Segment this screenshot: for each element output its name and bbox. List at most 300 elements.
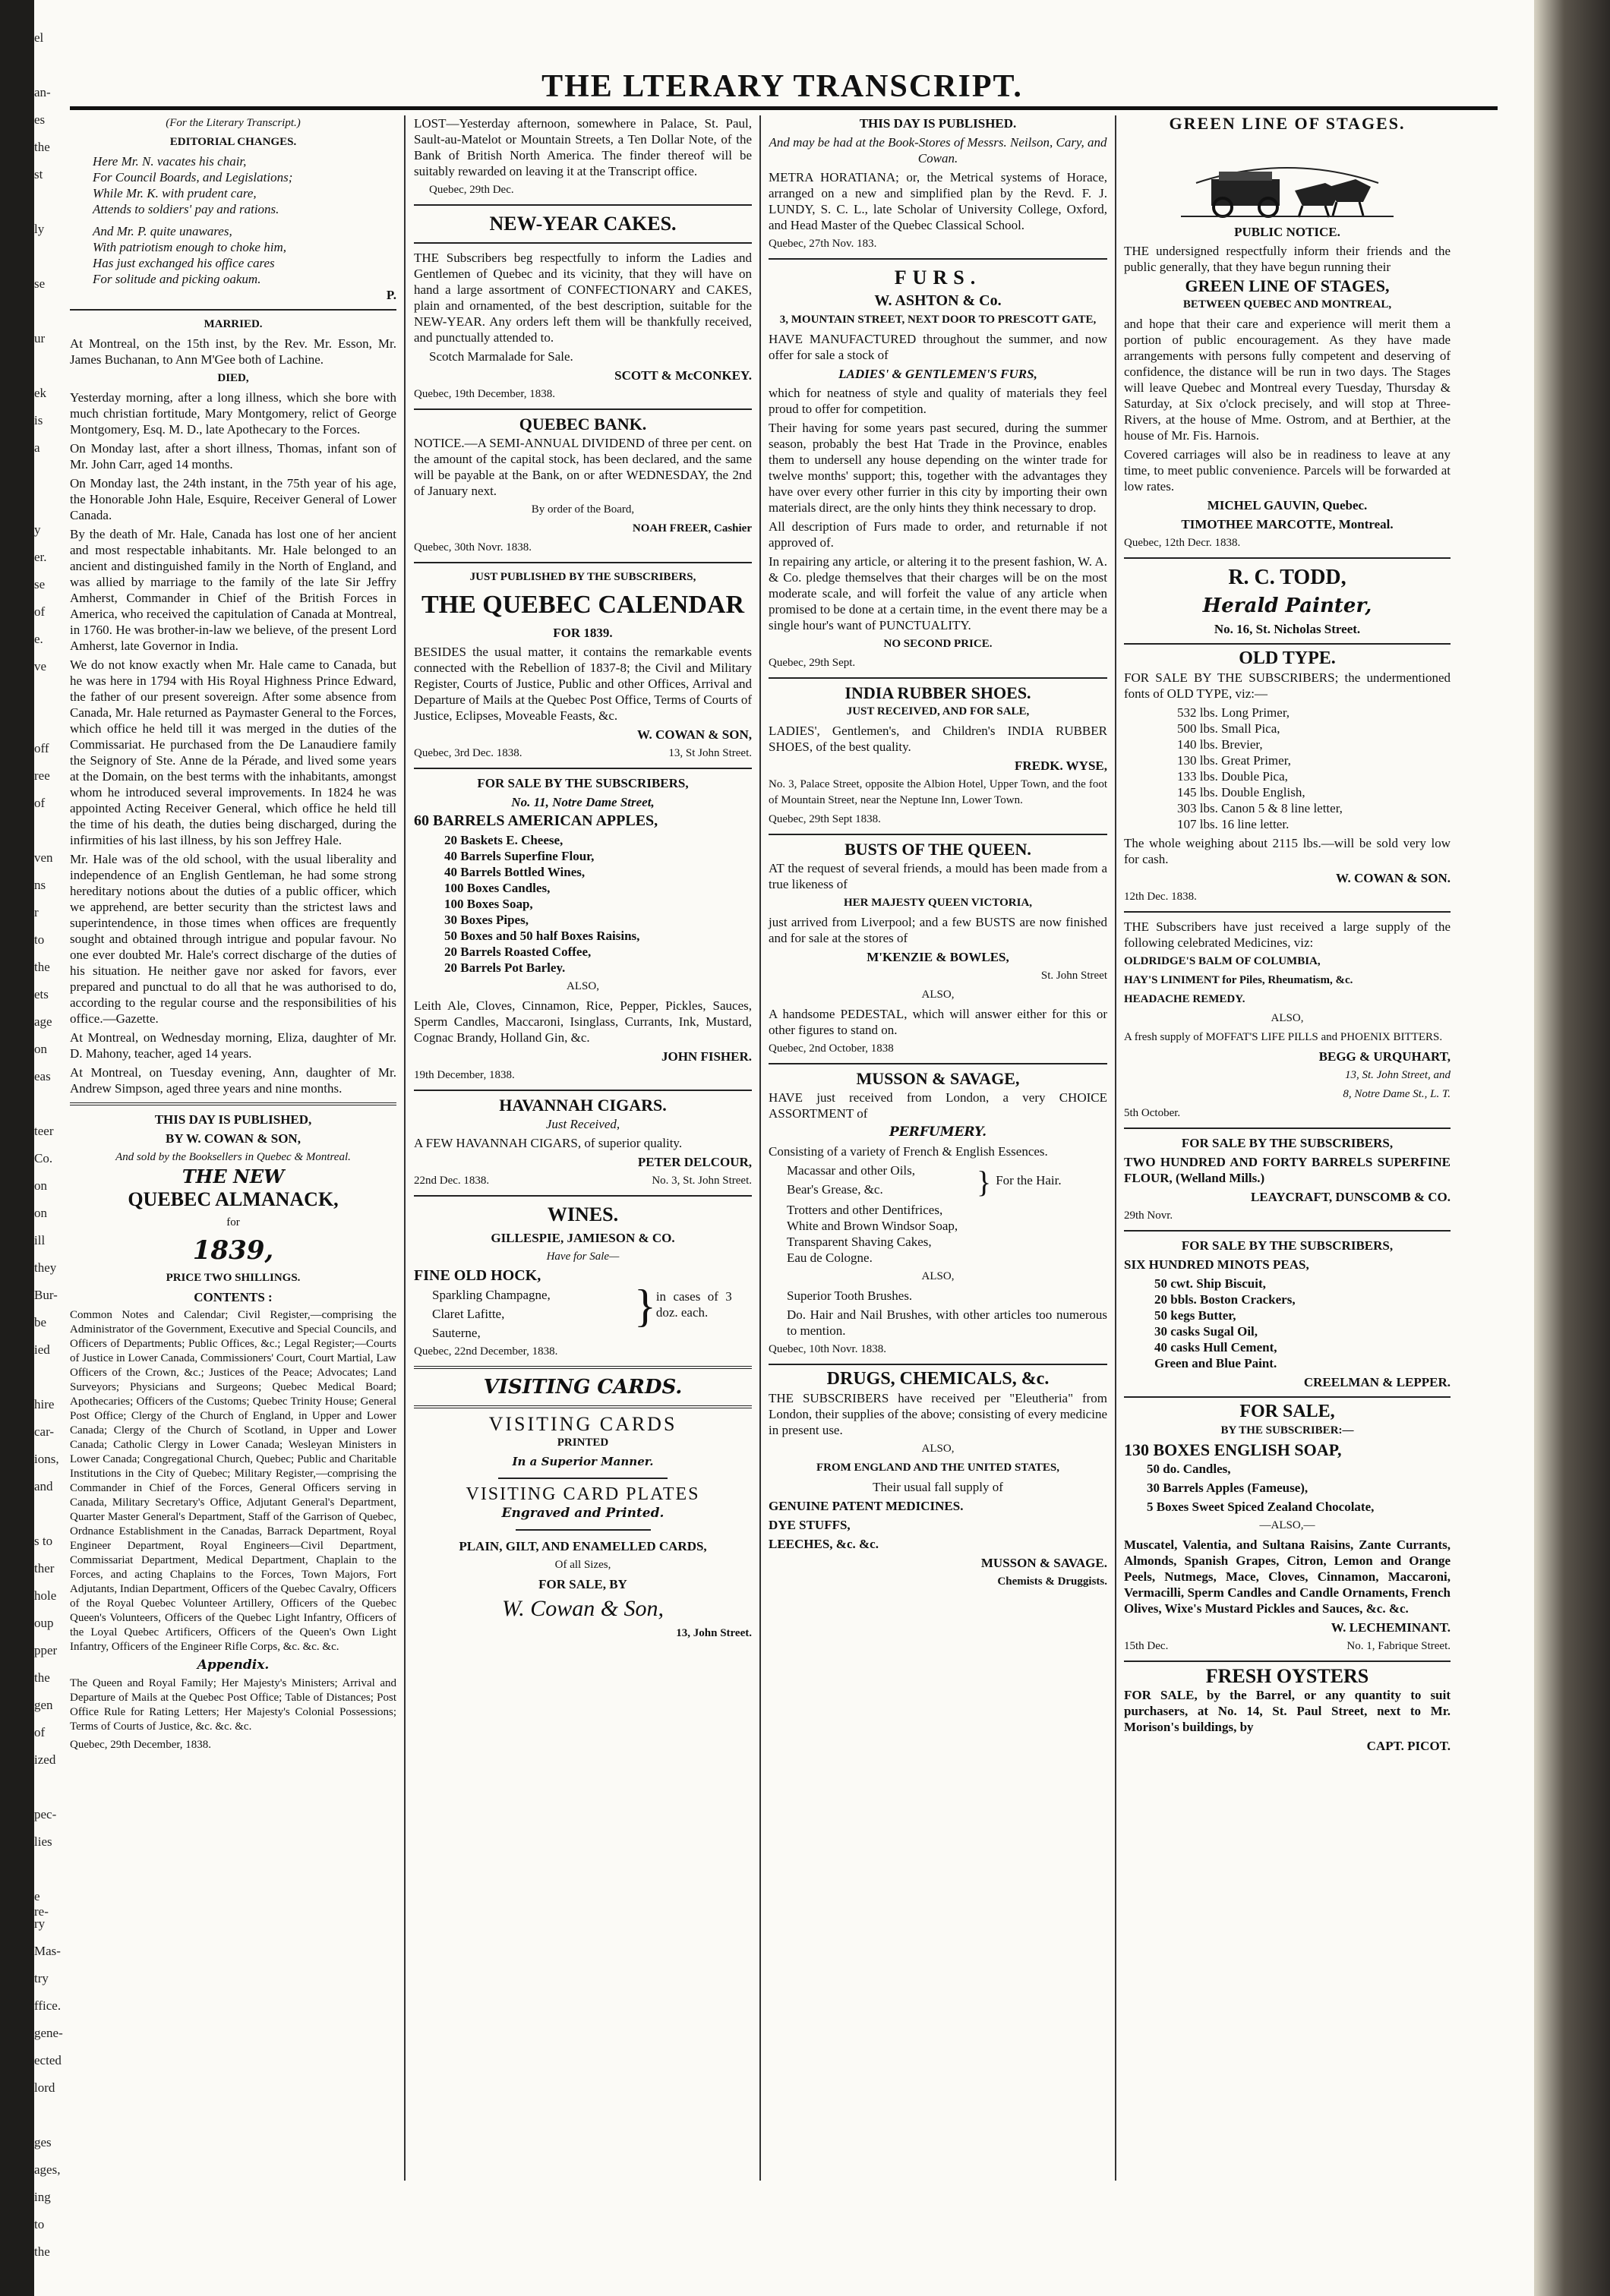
perfumery-note: For the Hair. xyxy=(996,1172,1062,1187)
shoes-sub: JUST RECEIVED, AND FOR SALE, xyxy=(846,705,1030,718)
previous-page-fragment: to xyxy=(34,2217,45,2231)
obituary: We do not know exactly when Mr. Hale came to Canada, but he was here in 1794 with His Royal Highness Prince Edward, the father of our present sovereign. After some absence from Canada, Mr. Hale returned as Paymaster General to the Forces, which office he held till it was merged in the duties of the Commissariat. He purchased from the De Lanaudiere family the Seignory of Ste. Anne de la Pérade, and lived some years at the Domain, on the best terms with the inhabitants, amongst whom he introduced several improvements. In 1824 he was appointed Acting Receiver General, which office he held till the time of his death, the duties being discharged, during the infirmities of his last illness, by his son Jeffrey Hale. xyxy=(70,658,396,847)
almanack-sellers: And sold by the Booksellers in Quebec & Montreal. xyxy=(115,1151,351,1163)
verse-line: While Mr. K. with prudent care, xyxy=(93,186,257,200)
busts-name: HER MAJESTY QUEEN VICTORIA, xyxy=(843,897,1033,909)
begg-signature: BEGG & URQUHART, xyxy=(1318,1049,1451,1064)
calendar-published: JUST PUBLISHED BY THE SUBSCRIBERS, xyxy=(469,571,696,583)
verse-line: Here Mr. N. vacates his chair, xyxy=(93,154,247,169)
wine-item: Claret Lafitte, xyxy=(432,1307,505,1321)
divider xyxy=(769,677,1107,679)
sale-item: 50 Boxes and 50 half Boxes Raisins, xyxy=(444,929,640,943)
busts-also: ALSO, xyxy=(921,989,955,1001)
metra-published: THIS DAY IS PUBLISHED. xyxy=(859,116,1017,131)
plates-heading: VISITING CARD PLATES xyxy=(466,1484,700,1504)
previous-page-fragment: st xyxy=(34,167,43,181)
type-text: FOR SALE BY THE SUBSCRIBERS; the undermentioned fonts of OLD TYPE, viz:— xyxy=(1124,670,1451,701)
previous-page-fragment: lord xyxy=(34,2080,55,2095)
perfumery-hair: Macassar and other Oils, Bear's Grease, &c. } For the Hair. xyxy=(787,1163,1062,1199)
previous-page-fragment: try xyxy=(34,1971,49,1985)
previous-page-fragment xyxy=(34,823,57,850)
previous-page-fragment: ied xyxy=(34,1342,50,1357)
divider xyxy=(414,242,752,244)
cigars-text: A FEW HAVANNAH CIGARS, of superior quality. xyxy=(414,1136,683,1150)
previous-page-fragment: ages, xyxy=(34,2162,61,2177)
busts-heading: BUSTS OF THE QUEEN. xyxy=(844,840,1031,859)
perfumery-also: ALSO, xyxy=(921,1270,955,1282)
shoes-date: Quebec, 29th Sept 1838. xyxy=(769,813,881,825)
previous-page-fragment: ur xyxy=(34,331,46,345)
stages-signature: TIMOTHEE MARCOTTE, Montreal. xyxy=(1181,517,1394,531)
previous-page-fragment: on xyxy=(34,1178,47,1193)
divider xyxy=(1124,1230,1451,1232)
bank-heading: QUEBEC BANK. xyxy=(519,415,647,434)
drugs-item: DYE STUFFS, xyxy=(769,1518,851,1532)
stages-signature: MICHEL GAUVIN, Quebec. xyxy=(1207,498,1368,512)
cakes-text: THE Subscribers beg respectfully to inform the Ladies and Gentlemen of Quebec and its vicinity, that they will have on hand a large assortment of CONFECTIONARY and CAKES, plain and ornamented, of the best description, suitable for the NEW-YEAR. Any orders left them will be thankfully received, and punctually attended to. xyxy=(414,251,752,345)
metra-text: METRA HORATIANA; or, the Metrical systems of Horace, arranged on a new and simplified plan by the Revd. F. J. LUNDY, S. C. L., late Scholar of University College, Oxford, and Head Master of the Quebec Classical School. xyxy=(769,170,1107,232)
previous-page-fragment: ry xyxy=(34,1916,46,1931)
flour-text: TWO HUNDRED AND FORTY BARRELS SUPERFINE FLOUR, (Welland Mills.) xyxy=(1124,1155,1451,1185)
contents-heading: CONTENTS : xyxy=(194,1290,273,1304)
type-date: 12th Dec. 1838. xyxy=(1124,891,1197,903)
stages-between: BETWEEN QUEBEC AND MONTREAL, xyxy=(1182,298,1392,311)
lost-notice: LOST—Yesterday afternoon, somewhere in Palace, St. Paul, Sault-au-Matelot or Mountain Streets, a Ten Dollar Note, of the Bank of British North America. The finder thereof will be suitably rewarded on leaving it at the Transcript office. xyxy=(414,116,752,178)
previous-page-fragment: s to xyxy=(34,1534,53,1548)
peas-list xyxy=(1154,1276,1451,1371)
calendar-year: FOR 1839. xyxy=(553,626,613,640)
previous-page-fragment: ek xyxy=(34,386,47,400)
cards-address: 13, John Street. xyxy=(676,1627,752,1639)
obituary: At Montreal, on Tuesday evening, Ann, daughter of Mr. Andrew Simpson, aged three years and nine months. xyxy=(70,1065,396,1096)
cakes-date: Quebec, 19th December, 1838. xyxy=(414,388,555,400)
stages-notice: PUBLIC NOTICE. xyxy=(1234,225,1340,239)
begg-text: A fresh supply of MOFFAT'S LIFE PILLS and PHOENIX BITTERS. xyxy=(1124,1031,1443,1043)
flour-signature: LEAYCRAFT, DUNSCOMB & CO. xyxy=(1250,1190,1451,1204)
divider xyxy=(769,1364,1107,1365)
busts-text: AT the request of several friends, a mould has been made from a true likeness of xyxy=(769,861,1107,891)
type-text: The whole weighing about 2115 lbs.—will be sold very low for cash. xyxy=(1124,836,1451,866)
column-1 xyxy=(70,115,396,1756)
editorial-signature: P. xyxy=(386,288,396,302)
almanack-for: for xyxy=(226,1216,240,1228)
wine-item: Sparkling Champagne, xyxy=(432,1288,551,1302)
previous-page-fragment: be xyxy=(34,1315,47,1329)
furs-heading: FURS. xyxy=(894,266,982,289)
cakes-heading: NEW-YEAR CAKES. xyxy=(489,213,677,235)
previous-page-fragment: the xyxy=(34,2244,50,2259)
perfumery-list xyxy=(787,1202,1107,1266)
previous-page-fragment: se xyxy=(34,276,46,291)
newspaper-page xyxy=(61,30,1534,2278)
busts-date: Quebec, 2nd October, 1838 xyxy=(769,1042,894,1055)
drugs-item: GENUINE PATENT MEDICINES. xyxy=(769,1499,964,1513)
peas-item: 50 kegs Butter, xyxy=(1154,1308,1236,1323)
bank-date: Quebec, 30th Novr. 1838. xyxy=(414,541,532,554)
perfumery-text: HAVE just received from London, a very CHOICE ASSORTMENT of xyxy=(769,1090,1107,1121)
soap-signature: W. LECHEMINANT. xyxy=(1331,1620,1451,1635)
sale-item: 100 Boxes Soap, xyxy=(444,897,533,911)
previous-page-fragment xyxy=(34,714,57,741)
previous-page-fragment: of xyxy=(34,796,46,810)
shoes-text: LADIES', Gentlemen's, and Children's INDIA RUBBER SHOES, of the best quality. xyxy=(769,724,1107,754)
drugs-usual: Their usual fall supply of xyxy=(873,1480,1003,1494)
perfumery-sub: PERFUMERY. xyxy=(889,1124,987,1140)
sale-list xyxy=(444,832,752,976)
soap-item: 50 do. Candles, xyxy=(1147,1462,1231,1476)
divider xyxy=(414,562,752,563)
todd-address: No. 16, St. Nicholas Street. xyxy=(1214,622,1361,636)
previous-page-fragment: hire xyxy=(34,1397,55,1411)
sale-item: 60 BARRELS AMERICAN APPLES, xyxy=(414,812,658,829)
todd-name: R. C. TODD, xyxy=(1228,566,1346,589)
appendix-heading: Appendix. xyxy=(197,1657,270,1673)
cards-manner: In a Superior Manner. xyxy=(512,1455,654,1468)
died-heading: DIED, xyxy=(217,372,249,384)
previous-page-fragment: the xyxy=(34,1670,50,1685)
peas-item: Green and Blue Paint. xyxy=(1154,1356,1277,1370)
almanack-year: 1839, xyxy=(192,1235,274,1266)
cigars-date: 22nd Dec. 1838. No. 3, St. John Street. xyxy=(414,1175,752,1187)
previous-page-fragment: se xyxy=(34,577,46,591)
sale-item: 40 Barrels Bottled Wines, xyxy=(444,865,586,879)
obituary: By the death of Mr. Hale, Canada has lost one of her ancient and most respectable inhabitants. Mr. Hale belonged to an ancient and distinguished family in the North of England, and was allied by marriage to the family of the late Sir Jeffry Amherst, Commander in Chief of the British Forces in America, who received the capitulation of Canada at Montreal, in 1760. He was brother-in-law we believe, of the present Lord Amherst, late Governor in India. xyxy=(70,527,396,653)
previous-page-fragment: e re- xyxy=(34,1889,49,1919)
verse-line: For solitude and picking oakum. xyxy=(93,272,261,286)
previous-page-fragment: Bur- xyxy=(34,1288,58,1302)
wines-firm: GILLESPIE, JAMIESON & CO. xyxy=(491,1231,675,1245)
wine-item: FINE OLD HOCK, xyxy=(414,1267,541,1284)
drugs-item: LEECHES, &c. &c. xyxy=(769,1537,879,1551)
cards-sizes: Of all Sizes, xyxy=(554,1559,611,1571)
sale-item: 20 Barrels Pot Barley. xyxy=(444,960,566,975)
previous-page-fragment xyxy=(34,1506,57,1534)
sale-also: ALSO, xyxy=(567,980,599,992)
begg-also: ALSO, xyxy=(1271,1012,1304,1024)
type-item: 133 lbs. Double Pica, xyxy=(1177,769,1288,784)
divider xyxy=(1124,643,1451,645)
obituary: Mr. Hale was of the old school, with the usual liberality and independence of an English Gentleman, he had some strong hereditary notions about the duties of a public officer, which we apprehend, are better security than the strictest laws and superintendence, in those times when offices are frequently sought and obtained through intrigue and popular favour. No one ever doubted Mr. Hale's correct discharge of the duties of his situation. He neither gave nor asked for favors, ever prepared and punctual to do all that he was authorised to do, according to the regular course and the responsibilities of his office.—Gazette. xyxy=(70,852,396,1026)
almanack-title: QUEBEC ALMANACK, xyxy=(128,1188,339,1210)
sale-text: Leith Ale, Cloves, Cinnamon, Rice, Pepper, Pickles, Sauces, Sperm Candles, Maccaroni, Isinglass, Currants, Ink, Mustard, Cognac Brandy, Holland Gin, &c. xyxy=(414,998,752,1045)
oysters-signature: CAPT. PICOT. xyxy=(1366,1739,1451,1753)
wines-sub: Have for Sale— xyxy=(546,1250,620,1263)
divider xyxy=(414,768,752,769)
drugs-heading: DRUGS, CHEMICALS, &c. xyxy=(826,1369,1050,1389)
previous-page-fragment: ets xyxy=(34,987,49,1001)
previous-page-fragment: gen xyxy=(34,1698,53,1712)
soap-also: —ALSO,— xyxy=(1259,1519,1315,1531)
metra-date: Quebec, 27th Nov. 183. xyxy=(769,238,877,250)
previous-page-fragment: ges xyxy=(34,2135,52,2149)
oysters-heading: FRESH OYSTERS xyxy=(1205,1665,1369,1687)
stages-name: GREEN LINE OF STAGES, xyxy=(1185,276,1390,295)
previous-page-fragment: an- xyxy=(34,85,51,99)
previous-page-fragment: pper xyxy=(34,1643,58,1657)
begg-item: HEADACHE REMEDY. xyxy=(1124,993,1245,1005)
wines-date: Quebec, 22nd December, 1838. xyxy=(414,1345,558,1358)
sale-item: 20 Baskets E. Cheese, xyxy=(444,833,564,847)
divider xyxy=(769,258,1107,260)
previous-page-edge xyxy=(34,30,63,2293)
almanack-price: PRICE TWO SHILLINGS. xyxy=(166,1272,301,1284)
begg-text: THE Subscribers have just received a large supply of the following celebrated Medicines, viz: xyxy=(1124,919,1451,950)
previous-page-fragment: ized xyxy=(34,1752,56,1767)
divider xyxy=(414,1366,752,1369)
book-binding xyxy=(0,0,34,2296)
perfumery-heading: MUSSON & SAVAGE, xyxy=(856,1069,1020,1088)
previous-page-fragment: is xyxy=(34,413,43,427)
obituary: On Monday last, after a short illness, Thomas, infant son of Mr. John Carr, aged 14 months. xyxy=(70,441,396,472)
plates-engraved: Engraved and Printed. xyxy=(501,1506,665,1521)
previous-page-fragment: hole xyxy=(34,1588,57,1603)
column-rule xyxy=(1115,115,1116,2181)
type-list xyxy=(1177,705,1451,832)
soap-heading: FOR SALE, xyxy=(1239,1402,1335,1421)
previous-page-fragment: the xyxy=(34,140,50,154)
perfumery-item: Transparent Shaving Cakes, xyxy=(787,1235,932,1249)
column-3 xyxy=(769,115,1107,1593)
previous-page-fragment: off xyxy=(34,741,49,755)
almanack-publisher: BY W. COWAN & SON, xyxy=(166,1131,301,1146)
previous-page-fragment: teer xyxy=(34,1124,54,1138)
drugs-from: FROM ENGLAND AND THE UNITED STATES, xyxy=(816,1462,1060,1474)
divider xyxy=(1124,1396,1451,1398)
wine-item: Sauterne, xyxy=(432,1326,481,1340)
flour-date: 29th Novr. xyxy=(1124,1210,1173,1222)
divider xyxy=(498,1478,668,1479)
oysters-text: FOR SALE, by the Barrel, or any quantity to suit purchasers, at No. 14, St. Paul Street, next to Mr. Morison's buildings, by xyxy=(1124,1688,1451,1734)
editorial-source: (For the Literary Transcript.) xyxy=(166,117,301,129)
previous-page-fragment: and xyxy=(34,1479,53,1493)
column-rule xyxy=(404,115,406,2181)
begg-item: HAY'S LINIMENT for Piles, Rheumatism, &c. xyxy=(1124,974,1353,986)
almanack-date: Quebec, 29th December, 1838. xyxy=(70,1739,211,1751)
previous-page-fragment: age xyxy=(34,1014,52,1029)
previous-page-fragment: to xyxy=(34,932,45,947)
furs-text: HAVE MANUFACTURED throughout the summer, and now offer for sale a stock of xyxy=(769,332,1107,362)
verse-line: Attends to soldiers' pay and rations. xyxy=(93,202,279,216)
sale-item: 30 Boxes Pipes, xyxy=(444,913,529,927)
bank-order: By order of the Board, xyxy=(531,503,635,516)
sale-heading: FOR SALE BY THE SUBSCRIBERS, xyxy=(477,776,689,790)
previous-page-fragment: ven xyxy=(34,850,53,865)
peas-signature: CREELMAN & LEPPER. xyxy=(1303,1375,1451,1389)
perfumery-item: Do. Hair and Nail Brushes, with other articles too numerous to mention. xyxy=(787,1307,1107,1338)
divider xyxy=(414,1405,752,1408)
cigars-signature: PETER DELCOUR, xyxy=(637,1155,752,1169)
previous-page-fragment xyxy=(34,686,57,714)
shoes-heading: INDIA RUBBER SHOES. xyxy=(844,683,1031,702)
almanack-new: THE NEW xyxy=(182,1165,285,1187)
stages-text: THE undersigned respectfully inform their friends and the public generally, that they have begun running their xyxy=(1124,244,1451,274)
busts-signature: M'KENZIE & BOWLES, xyxy=(867,950,1009,964)
type-item: 130 lbs. Great Primer, xyxy=(1177,753,1291,768)
married-heading: MARRIED. xyxy=(204,318,263,330)
previous-page-fragment xyxy=(34,58,57,85)
type-heading: OLD TYPE. xyxy=(1239,648,1336,668)
sale-signature: JOHN FISHER. xyxy=(661,1049,752,1064)
busts-address: St. John Street xyxy=(1040,970,1107,982)
cards-plain: PLAIN, GILT, AND ENAMELLED CARDS, xyxy=(459,1539,707,1553)
furs-text: All description of Furs made to order, and returnable if not approved of. xyxy=(769,519,1107,550)
previous-page-fragment: er. xyxy=(34,550,47,564)
masthead: THE LTERARY TRANSCRIPT. xyxy=(541,69,1023,104)
type-item: 303 lbs. Canon 5 & 8 line letter, xyxy=(1177,801,1343,815)
previous-page-fragment: es xyxy=(34,112,46,127)
todd-trade: Herald Painter, xyxy=(1202,594,1372,617)
previous-page-fragment: they xyxy=(34,1260,57,1275)
almanack-published: THIS DAY IS PUBLISHED, xyxy=(154,1112,312,1127)
calendar-date: Quebec, 3rd Dec. 1838. 13, St John Street. xyxy=(414,747,752,759)
divider xyxy=(1124,1660,1451,1662)
wines-heading: WINES. xyxy=(547,1203,619,1225)
bank-notice: NOTICE.—A SEMI-ANNUAL DIVIDEND of three per cent. on the amount of the capital stock, has been declared, and the same will be payable at the Bank, on or after WEDNESDAY, the 2nd of January next. xyxy=(414,436,752,498)
previous-page-fragment: ns xyxy=(34,878,46,892)
page-edge xyxy=(1534,0,1610,2296)
divider xyxy=(414,204,752,206)
peas-item: 30 casks Sugal Oil, xyxy=(1154,1324,1258,1339)
begg-item: OLDRIDGE'S BALM OF COLUMBIA, xyxy=(1124,955,1321,967)
previous-page-fragment: ve xyxy=(34,659,47,673)
calendar-text: BESIDES the usual matter, it contains the remarkable events connected with the Rebellion of 1837-8; the Civil and Military Register, Courts of Justice, Public and other Offices, Arrival and Departure of Mails at the Quebec Post Office, Terms of Courts of Justice, Eclipses, Moveable Feasts, &c. xyxy=(414,645,752,723)
obituary: On Monday last, the 24th instant, in the 75th year of his age, the Honorable John Hale, Esquire, Receiver General of Lower Canada. xyxy=(70,476,396,522)
type-item: 500 lbs. Small Pica, xyxy=(1177,721,1280,736)
verse-line: Has just exchanged his office cares xyxy=(93,256,275,270)
furs-text: which for neatness of style and quality of materials they feel proud to offer for competition. xyxy=(769,386,1107,416)
previous-page-fragment xyxy=(34,1862,57,1889)
verse-line: With patriotism enough to choke him, xyxy=(93,240,286,254)
cigars-sub: Just Received, xyxy=(545,1117,620,1131)
divider xyxy=(414,1195,752,1197)
previous-page-fragment: ions, xyxy=(34,1452,59,1466)
divider xyxy=(1124,557,1451,559)
cards-forsale: FOR SALE, BY xyxy=(538,1577,627,1591)
previous-page-fragment: the xyxy=(34,960,50,974)
drugs-signature: MUSSON & SAVAGE. xyxy=(980,1556,1107,1570)
previous-page-fragment: car- xyxy=(34,1424,55,1439)
perfumery-item: Macassar and other Oils, xyxy=(787,1163,916,1178)
previous-page-fragment: ill xyxy=(34,1233,46,1247)
previous-page-fragment: ree xyxy=(34,768,50,783)
type-item: 107 lbs. 16 line letter. xyxy=(1177,817,1290,831)
previous-page-fragment: e. xyxy=(34,632,43,646)
soap-item: 5 Boxes Sweet Spiced Zealand Chocolate, xyxy=(1147,1500,1375,1514)
perfumery-item: Superior Tooth Brushes. xyxy=(787,1288,913,1303)
begg-address: 8, Notre Dame St., L. T. xyxy=(1343,1088,1451,1100)
previous-page-fragment xyxy=(34,358,57,386)
column-2 xyxy=(414,115,752,1645)
metra-sellers: And may be had at the Book-Stores of Messrs. Neilson, Cary, and Cowan. xyxy=(769,135,1107,166)
previous-page-fragment: r xyxy=(34,905,39,919)
peas-heading: FOR SALE BY THE SUBSCRIBERS, xyxy=(1181,1238,1394,1253)
masthead-rule xyxy=(70,106,1498,110)
cakes-signature: SCOTT & McCONKEY. xyxy=(614,368,752,383)
type-item: 532 lbs. Long Primer, xyxy=(1177,705,1290,720)
soap-text: Muscatel, Valentia, and Sultana Raisins, Zante Currants, Almonds, Spanish Grapes, Citron, Lemon and Orange Peels, Nutmegs, Mace, Cloves, Cinnamon, Maccaroni, Vermacilli, Sperm Candles and Candle Ornaments, French Olives, Wixe's Mustard Pickles and Sauces, &c. &c. xyxy=(1124,1538,1451,1616)
previous-page-fragment: gene- xyxy=(34,2026,63,2040)
previous-page-fragment xyxy=(34,468,57,495)
cards-banner: VISITING CARDS. xyxy=(483,1376,683,1399)
contents-text: Common Notes and Calendar; Civil Register,—comprising the Administrator of the Government, Executive and Special Councils, and Officers of Departments; Public Offices, &c.; Legal Register;—Courts of Justice in Lower Canada, Commissioners' Court, Court Martial, Law Officers of the Crown, &c.; Justices of the Peace; Advocates; Land Surveyors; Physicians and Surgeons; Quebec Medical Board; Apothecaries; Officers of the Customs; Quebec Trinity House; General Post Office; Clergy of the Church of England, in Upper and Lower Canada; Clergy of the Church of Scotland, in Upper and Lower Canada; Catholic Clergy in Lower Canada; Wesleyan Ministers in Lower Canada; Congregational Church, Quebec; Public and Charitable Institutions in the City of Quebec; Military Register,—comprising the Commander in Chief of the Forces, General Officers serving in Canada, Military Secretary's Office, Adjutant General's Department, Quarter Master General's Department, Staff of the Garrison of Quebec, Ordnance Establishment in the Canadas, Barrack Department, Royal Engineer Department, Royal Engineers—Civil Department, Commissariat Department, Medical Department, Chaplain to the Forces, and acting Chaplains to the Forces, Town Majors, Fort Adjutants, Indian Department, Officers of the Quebec Cavalry, Officers of the Royal Quebec Volunteer Artillery, Officers of the Quebec Queen's Volunteers, Officers of the Quebec Light Infantry, Officers of the Loyal Quebec Artificers, Officers of the Queen's Own Light Infantry, Officers of the Engineer Rifle Corps, &c. &c. &c. xyxy=(70,1309,396,1653)
previous-page-fragment xyxy=(34,495,57,522)
soap-by: BY THE SUBSCRIBER:— xyxy=(1220,1424,1354,1437)
stages-date: Quebec, 12th Decr. 1838. xyxy=(1124,537,1241,549)
previous-page-fragment: ffice. xyxy=(34,1998,62,2013)
editorial-title: EDITORIAL CHANGES. xyxy=(169,136,297,148)
previous-page-fragment: of xyxy=(34,1725,46,1739)
peas-item: 50 cwt. Ship Biscuit, xyxy=(1154,1276,1266,1291)
cigars-heading: HAVANNAH CIGARS. xyxy=(499,1096,667,1115)
previous-page-fragment xyxy=(34,249,57,276)
previous-page-fragment: oup xyxy=(34,1616,54,1630)
perfumery-text: Consisting of a variety of French & English Essences. xyxy=(769,1144,1048,1159)
divider xyxy=(70,1102,396,1105)
type-item: 140 lbs. Brevier, xyxy=(1177,737,1263,752)
column-rule xyxy=(759,115,761,2181)
furs-text: In repairing any article, or altering it to the present fashion, W. A. & Co. pledge themselves that their charges will be on the most moderate scale, and will forfeit the value of any article when promised to be done at a certain time, in the event there may be a single hour's want of PUNCTUALITY. xyxy=(769,554,1107,632)
perfumery-item: Bear's Grease, &c. xyxy=(787,1182,883,1197)
previous-page-fragment: ing xyxy=(34,2190,51,2204)
previous-page-fragment xyxy=(34,304,57,331)
peas-item: 20 bbls. Boston Crackers, xyxy=(1154,1292,1296,1307)
perfumery-date: Quebec, 10th Novr. 1838. xyxy=(769,1343,886,1355)
editorial-verse xyxy=(70,153,396,287)
calendar-heading: THE QUEBEC CALENDAR xyxy=(421,591,745,619)
sale-item: 40 Barrels Superfine Flour, xyxy=(444,849,595,863)
previous-page-fragment: on xyxy=(34,1042,47,1056)
peas-item: 40 casks Hull Cement, xyxy=(1154,1340,1277,1355)
soap-date: 15th Dec. No. 1, Fabrique Street. xyxy=(1124,1640,1451,1652)
stages-heading: GREEN LINE OF STAGES. xyxy=(1169,114,1406,133)
divider xyxy=(414,1090,752,1091)
verse-line: And Mr. P. quite unawares, xyxy=(93,224,232,238)
previous-page-fragment xyxy=(34,1370,57,1397)
previous-page-fragment: a xyxy=(34,440,40,455)
stages-text: Covered carriages will also be in readiness to leave at any time, to meet public convenience. Parcels will be forwarded at low rates. xyxy=(1124,447,1451,494)
perfumery-item: Eau de Cologne. xyxy=(787,1250,873,1265)
peas-text: SIX HUNDRED MINOTS PEAS, xyxy=(1124,1257,1309,1272)
previous-page-fragment: Mas- xyxy=(34,1944,61,1958)
previous-page-fragment xyxy=(34,1780,57,1807)
perfumery-item: White and Brown Windsor Soap, xyxy=(787,1219,958,1233)
furs-firm: W. ASHTON & Co. xyxy=(874,292,1002,309)
previous-page-fragment: ly xyxy=(34,222,45,236)
previous-page-fragment: y xyxy=(34,522,41,537)
cards-printed: PRINTED xyxy=(557,1437,609,1449)
drugs-signature-title: Chemists & Druggists. xyxy=(997,1575,1107,1588)
previous-page-fragment: eas xyxy=(34,1069,51,1083)
furs-second-price: NO SECOND PRICE. xyxy=(883,638,993,650)
obituary: Yesterday morning, after a long illness, which she bore with much christian fortitude, Mary Montgomery, relict of George Montgomery, Esq. M. D., late Apothecary to the Forces. xyxy=(70,390,396,437)
previous-page-fragment xyxy=(34,1096,57,1124)
previous-page-fragment: of xyxy=(34,604,46,619)
previous-page-fragment: el xyxy=(34,30,44,45)
previous-page-fragment: pec- xyxy=(34,1807,57,1821)
flour-heading: FOR SALE BY THE SUBSCRIBERS, xyxy=(1181,1136,1394,1150)
previous-page-fragment: lies xyxy=(34,1834,52,1849)
previous-page-fragment: ected xyxy=(34,2053,62,2067)
previous-page-fragment: on xyxy=(34,1206,47,1220)
soap-big: 130 BOXES ENGLISH SOAP, xyxy=(1124,1440,1342,1459)
calendar-signature: W. COWAN & SON, xyxy=(637,727,752,742)
previous-page-fragment xyxy=(34,194,57,222)
stagecoach-illustration xyxy=(1181,137,1394,221)
type-signature: W. COWAN & SON. xyxy=(1336,871,1451,885)
begg-address: 13, St. John Street, and xyxy=(1344,1069,1451,1081)
divider xyxy=(70,309,396,311)
furs-address: 3, MOUNTAIN STREET, NEXT DOOR TO PRESCOTT GATE, xyxy=(779,314,1097,326)
